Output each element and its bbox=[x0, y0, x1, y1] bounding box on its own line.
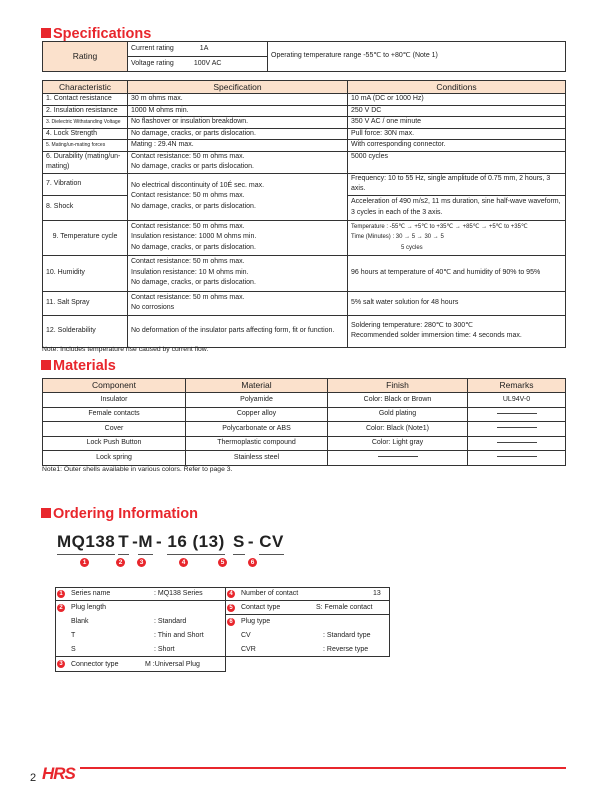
col-header: Material bbox=[186, 379, 328, 393]
part-number: MQ138 T -M - 16 (13) S - CV bbox=[57, 532, 287, 555]
spec-table bbox=[42, 80, 566, 348]
ordering-table: 1 2 3 4 5 6 Series name : MQ138 Series Plug length Blank : Standard T : Thin and Short S : Short Connector type M :Universal Plug Number of contact 13 Contact type S: Female contact Plug type CV : Standard type CVR : Reverse type bbox=[55, 587, 390, 673]
hrs-logo: HRS bbox=[42, 764, 75, 783]
table-row: 2. Insulation resistance 1000 M ohms min. 250 V DC bbox=[43, 105, 566, 117]
materials-heading: Materials bbox=[41, 358, 116, 374]
current-rating: Current rating 1A bbox=[128, 42, 268, 57]
table-row: 3. Dielectric Withstanding Voltage No flashover or insulation breakdown. 350 V AC / one minute bbox=[43, 117, 566, 129]
specifications-heading: Specifications bbox=[41, 26, 151, 42]
table-row: 12. Solderability No deformation of the insulator parts affecting form, fit or function. Soldering temperature: 280℃ to 300℃ Recommended solder immersion time: 4 seconds max. bbox=[43, 315, 566, 347]
col-header: Finish bbox=[328, 379, 468, 393]
table-row: 1. Contact resistance 30 m ohms max. 10 mA (DC or 1000 Hz) bbox=[43, 94, 566, 106]
table-row: 4. Lock Strength No damage, cracks, or parts dislocation. Pull force: 30N max. bbox=[43, 128, 566, 140]
dash bbox=[497, 456, 537, 457]
col-header: Remarks bbox=[468, 379, 566, 393]
dash bbox=[497, 427, 537, 428]
materials-note: Note1: Outer shells available in various colors. Refer to page 3. bbox=[42, 466, 233, 473]
rating-label: Rating bbox=[43, 42, 128, 72]
table-row: 5. Mating/un-mating forces Mating : 29.4N max. With corresponding connector. bbox=[43, 140, 566, 152]
table-row: 10. Humidity Contact resistance: 50 m ohms max. Insulation resistance: 10 M ohms min. No damage, cracks, or parts dislocation. 96 hours at temperature of 40℃ and humidity of 90% to 95% bbox=[43, 255, 566, 291]
marker-3: 3 bbox=[137, 558, 146, 567]
ordering-heading: Ordering Information bbox=[41, 506, 198, 522]
table-row: 7. Vibration No electrical discontinuity of 10É sec. max. Contact resistance: 50 m ohms max. No damage, cracks, or parts dislocation. Frequency: 10 to 55 Hz, single amplitude of 0.75 mm, 2 hours, 3 axis. bbox=[43, 173, 566, 195]
marker-5: 5 bbox=[218, 558, 227, 567]
table-row: Lock spring Stainless steel bbox=[43, 451, 566, 466]
marker-1: 1 bbox=[80, 558, 89, 567]
table-row: 8. Shock Acceleration of 490 m/s2, 11 ms duration, sine half-wave waveform, 3 cycles in each of the 3 axis. bbox=[43, 195, 566, 220]
page-number: 2 bbox=[30, 772, 37, 784]
table-row: 6. Durability (mating/un-mating) Contact resistance: 50 m ohms max. No damage, cracks or parts dislocation. 5000 cycles bbox=[43, 151, 566, 173]
dash bbox=[497, 442, 537, 443]
marker-6: 6 bbox=[248, 558, 257, 567]
dash bbox=[497, 413, 537, 414]
spec-note: Note: Includes temperature rise caused by current flow. bbox=[42, 346, 209, 353]
materials-table bbox=[42, 378, 566, 466]
rating-table bbox=[42, 41, 566, 72]
voltage-rating: Voltage rating 100V AC bbox=[128, 57, 268, 72]
table-row: 11. Salt Spray Contact resistance: 50 m ohms max. No corrosions 5% salt water solution for 48 hours bbox=[43, 291, 566, 315]
col-header: Conditions bbox=[348, 81, 566, 94]
table-row: 9. Temperature cycle Contact resistance: 50 m ohms max. Insulation resistance: 1000 M ohms min. No damage, cracks, or parts dislocation. Temperature : -55℃ → +5℃ to +35℃ → +85℃ → +5℃ to +35℃ Time (Minutes) : 30 → 5 → 30 → 5 5 cycles bbox=[43, 220, 566, 255]
table-row: Female contacts Copper alloy Gold plating bbox=[43, 407, 566, 422]
table-row: Insulator Polyamide Color: Black or Brown UL94V-0 bbox=[43, 393, 566, 408]
footer-rule bbox=[80, 767, 566, 769]
table-row: Lock Push Button Thermoplastic compound Color: Light gray bbox=[43, 436, 566, 451]
col-header: Component bbox=[43, 379, 186, 393]
col-header: Specification bbox=[128, 81, 348, 94]
marker-2: 2 bbox=[116, 558, 125, 567]
dash bbox=[378, 456, 418, 457]
col-header: Characteristic bbox=[43, 81, 128, 94]
marker-4: 4 bbox=[179, 558, 188, 567]
operating-temp: Operating temperature range -55℃ to +80℃ (Note 1) bbox=[268, 42, 566, 72]
table-row: Cover Polycarbonate or ABS Color: Black (Note1) bbox=[43, 422, 566, 437]
